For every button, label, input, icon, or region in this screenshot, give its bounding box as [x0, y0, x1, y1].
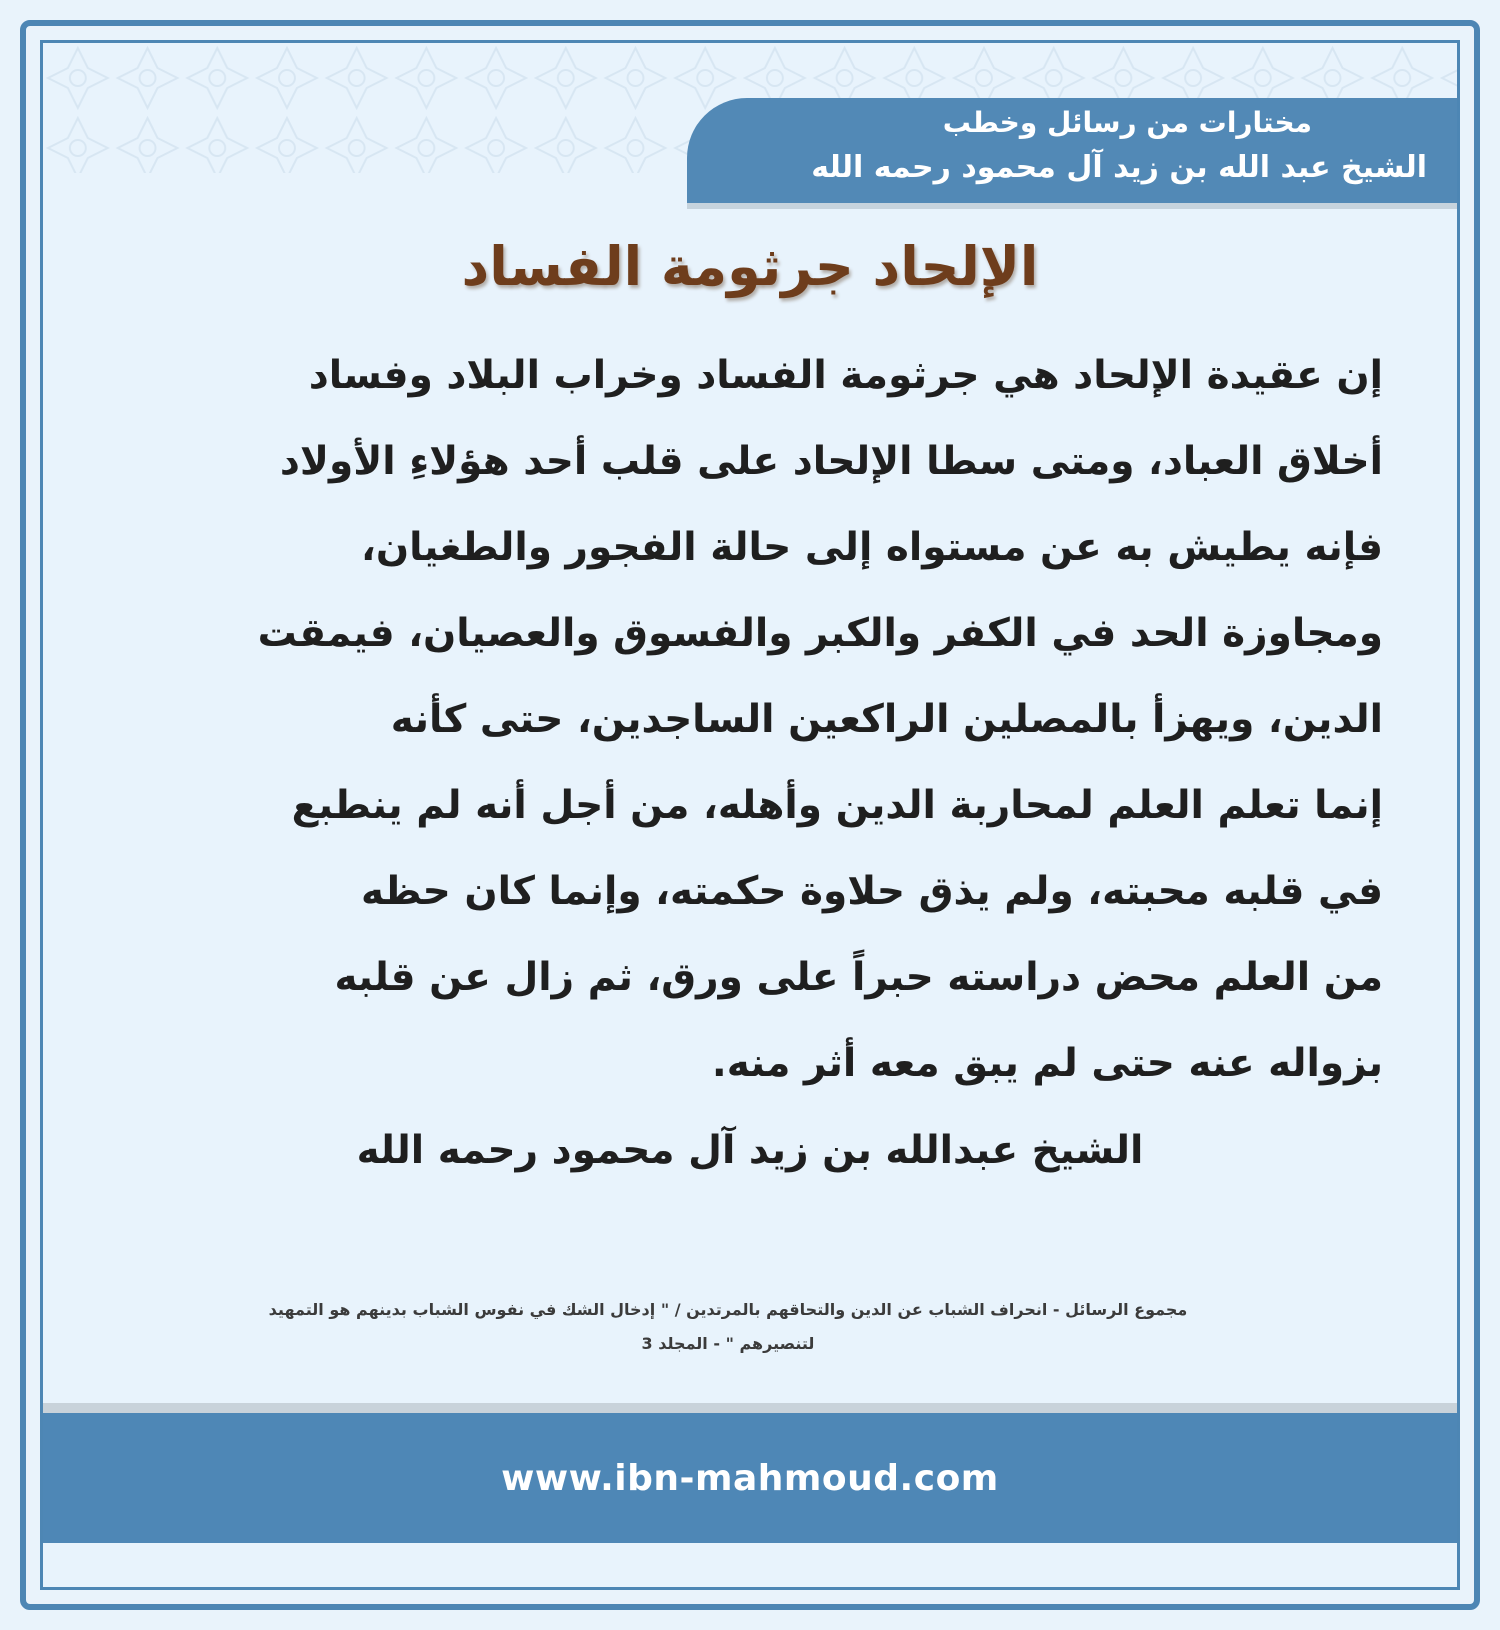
reference-line: لتنصيرهم " - المجلد 3 — [641, 1334, 815, 1353]
body-line: أخلاق العباد، ومتى سطا الإلحاد على قلب أحد هؤلاءِ الأولاد — [279, 439, 1383, 484]
reference-line: مجموع الرسائل - انحراف الشباب عن الدين والتحاقهم بالمرتدين / " إدخال الشك في نفوس الشباب بدينهم هو التمهيد — [268, 1300, 1188, 1319]
header-banner — [687, 98, 1457, 203]
body-text — [143, 333, 1383, 1107]
body-line: إن عقيدة الإلحاد هي جرثومة الفساد وخراب البلاد وفساد — [308, 353, 1383, 398]
content-card — [40, 40, 1460, 1590]
signature: الشيخ عبدالله بن زيد آل محمود رحمه الله — [356, 1128, 1144, 1173]
footer-bar — [43, 1413, 1457, 1543]
body-line: بزواله عنه حتى لم يبق معه أثر منه. — [711, 1041, 1383, 1086]
header-subtitle: مختارات من رسائل وخطب — [942, 106, 1312, 139]
body-line: إنما تعلم العلم لمحاربة الدين وأهله، من أجل أنه لم ينطبع — [291, 783, 1383, 828]
body-line: الدين، ويهزأ بالمصلين الراكعين الساجدين، حتى كأنه — [390, 697, 1383, 742]
page-title: الإلحاد جرثومة الفساد — [461, 235, 1039, 298]
body-line: في قلبه محبته، ولم يذق حلاوة حكمته، وإنما كان حظه — [361, 869, 1383, 914]
body-line: فإنه يطيش به عن مستواه إلى حالة الفجور والطغيان، — [361, 525, 1383, 570]
website-link[interactable]: www.ibn-mahmoud.com — [501, 1457, 999, 1499]
body-line: من العلم محض دراسته حبراً على ورق، ثم زال عن قلبه — [334, 955, 1383, 1000]
body-line: ومجاوزة الحد في الكفر والكبر والفسوق والعصيان، فيمقت — [257, 611, 1383, 656]
header-author: الشيخ عبد الله بن زيد آل محمود رحمه الله — [811, 150, 1427, 185]
footer-divider — [43, 1403, 1457, 1413]
source-reference — [153, 1293, 1303, 1361]
